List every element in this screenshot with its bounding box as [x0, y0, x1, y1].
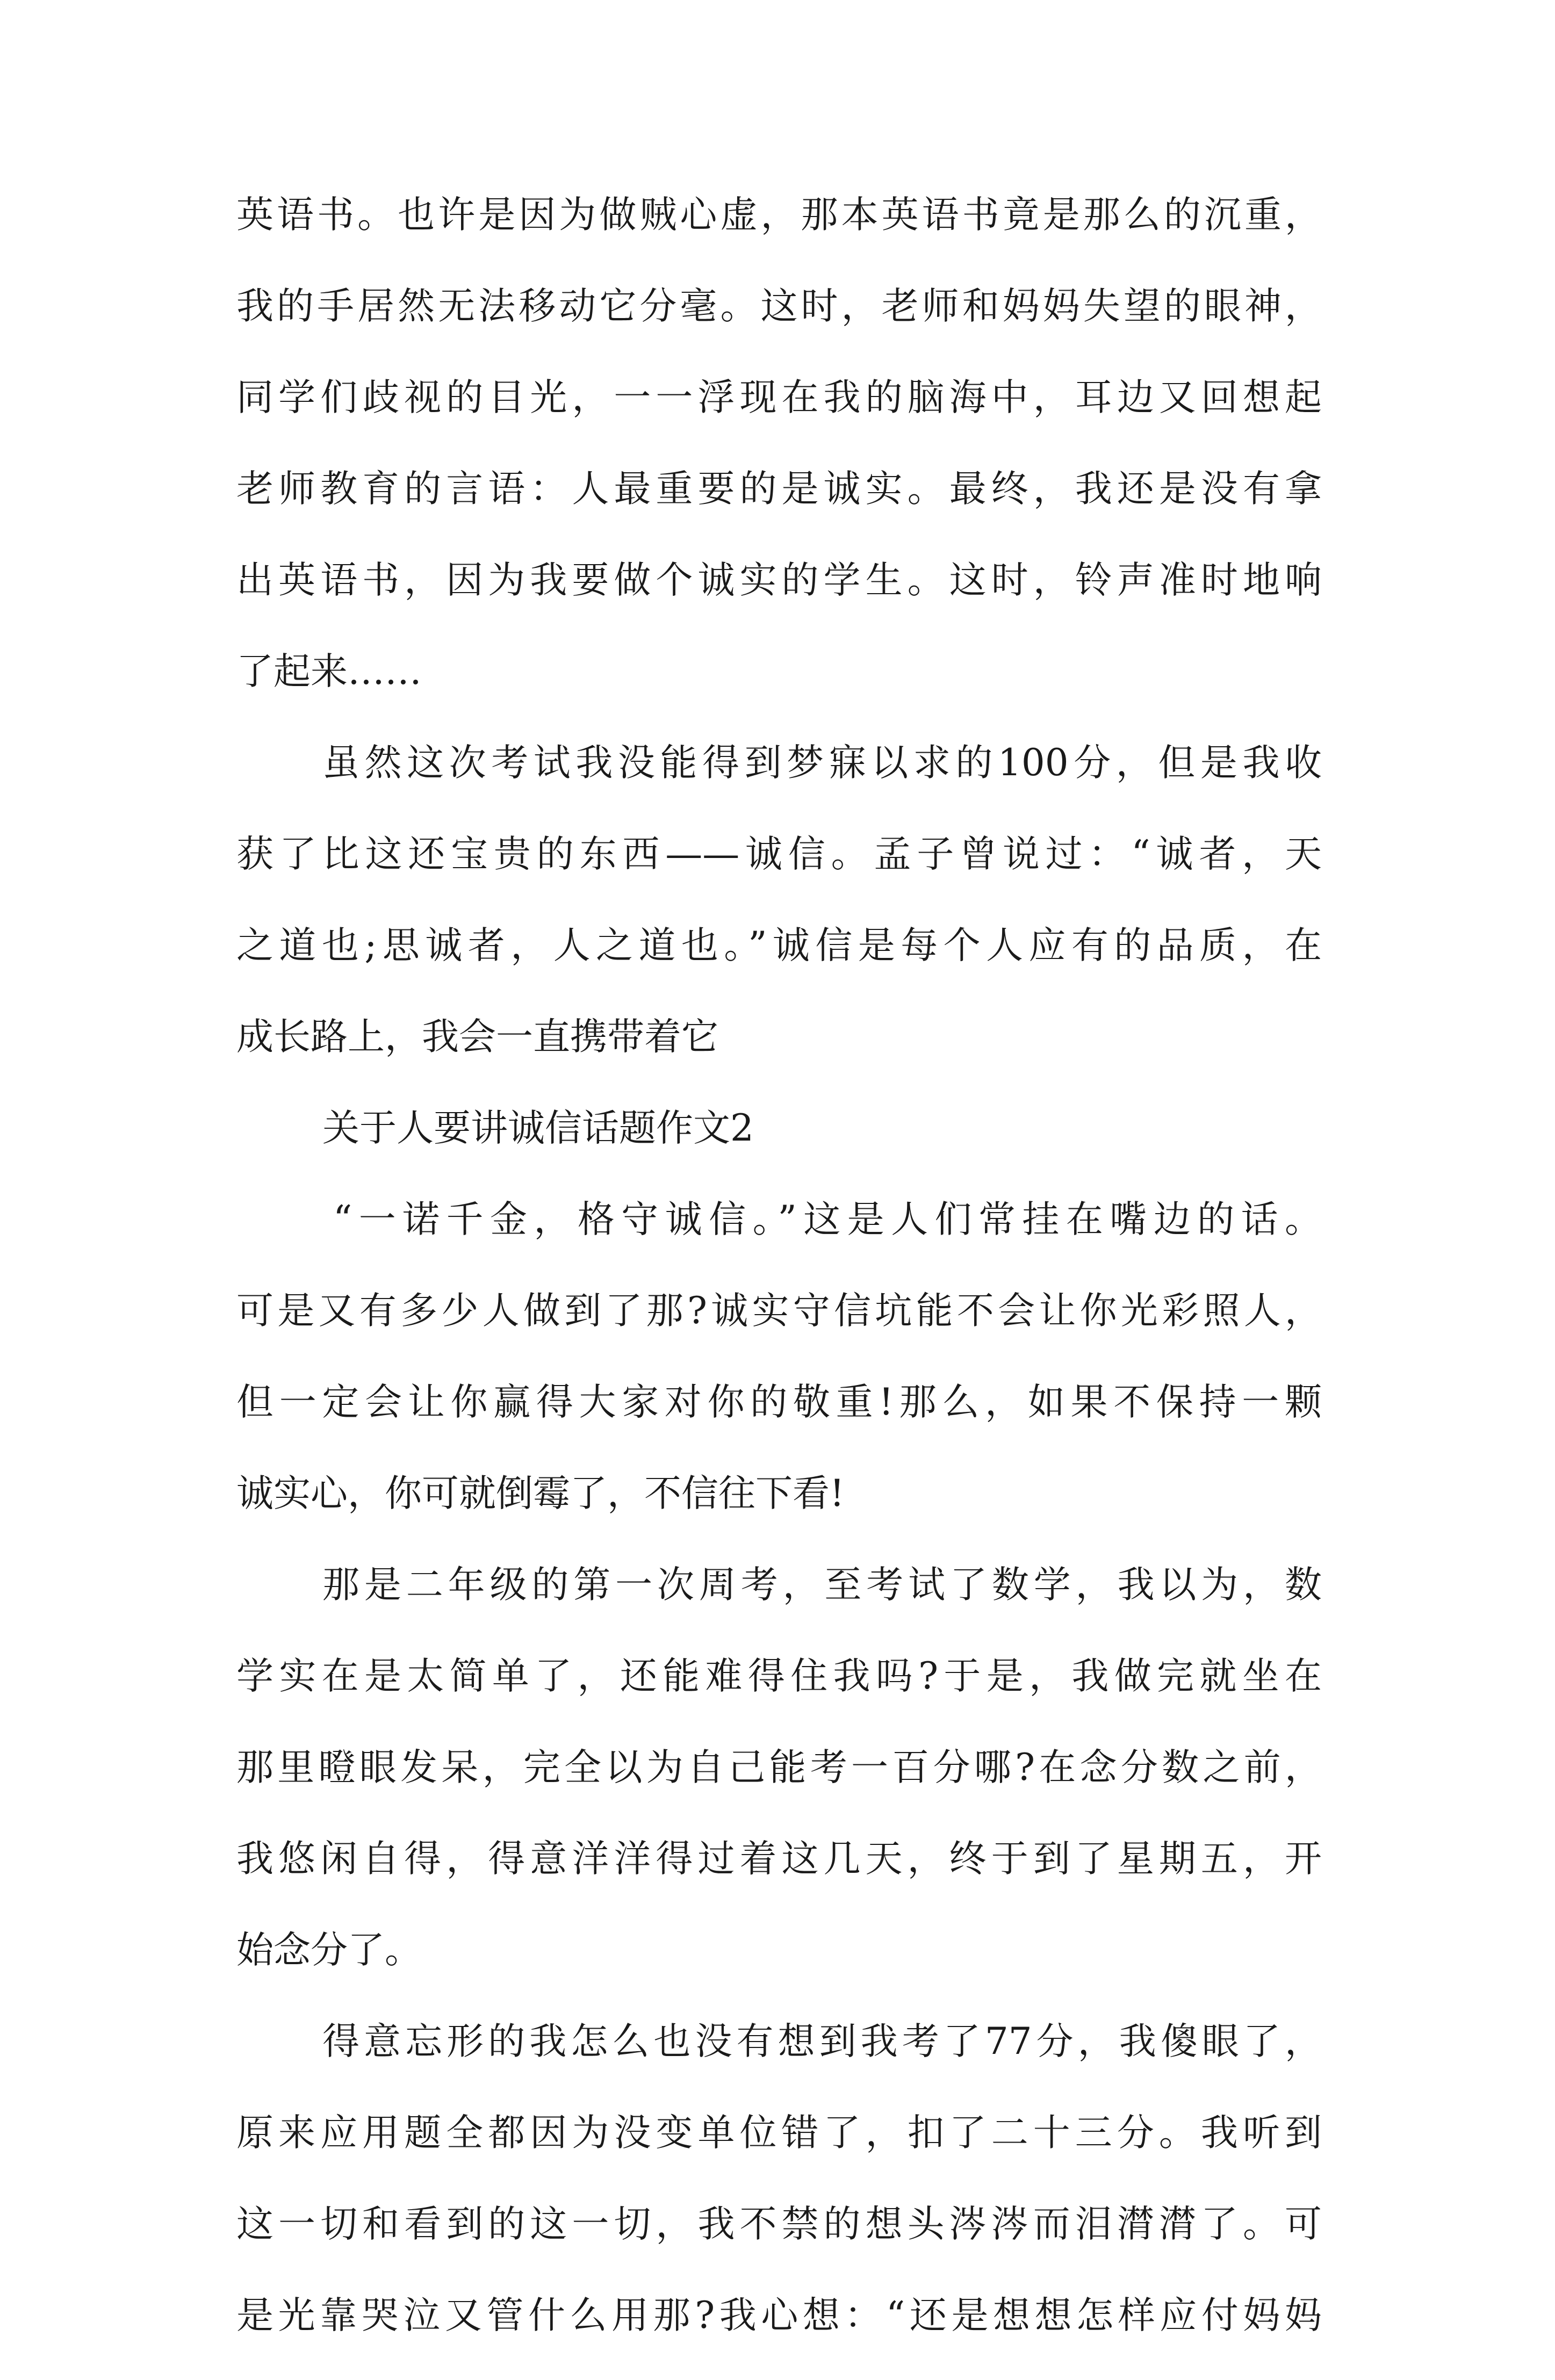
text-line: 是光靠哭泣又管什么用那?我心想：“还是想想怎样应付妈妈 — [236, 2294, 1322, 2337]
text-line: 获了比这还宝贵的东西——诚信。孟子曾说过：“诚者，天 — [236, 833, 1322, 876]
text-line: 学实在是太简单了，还能难得住我吗?于是，我做完就坐在 — [236, 1655, 1322, 1698]
essay-body — [236, 188, 1322, 2380]
text-line: 我悠闲自得，得意洋洋得过着这几天，终于到了星期五，开 — [236, 1837, 1322, 1880]
paragraph-first-line: “一诺千金，格守诚信。”这是人们常挂在嘴边的话。 — [333, 1198, 1322, 1241]
text-line: 诚实心，你可就倒霉了，不信往下看! — [236, 1472, 845, 1515]
text-line: 这一切和看到的这一切，我不禁的想头涔涔而泪潸潸了。可 — [236, 2203, 1322, 2246]
text-line: 原来应用题全都因为没变单位错了，扣了二十三分。我听到 — [236, 2111, 1322, 2154]
essay-heading: 关于人要讲诚信话题作文2 — [322, 1107, 754, 1150]
text-line: 成长路上，我会一直携带着它 — [236, 1015, 718, 1058]
text-line: 我的手居然无法移动它分毫。这时，老师和妈妈失望的眼神， — [236, 285, 1322, 328]
text-line: 那里瞪眼发呆，完全以为自己能考一百分哪?在念分数之前， — [236, 1746, 1322, 1789]
paragraph-first-line: 虽然这次考试我没能得到梦寐以求的100分，但是我收 — [322, 741, 1322, 784]
paragraph-first-line: 那是二年级的第一次周考，至考试了数学，我以为，数 — [322, 1563, 1322, 1606]
text-line: 老师教育的言语：人最重要的是诚实。最终，我还是没有拿 — [236, 467, 1322, 510]
text-line: 但一定会让你赢得大家对你的敬重!那么，如果不保持一颗 — [236, 1381, 1322, 1424]
text-line: 始念分了。 — [236, 1929, 422, 1972]
text-line: 出英语书，因为我要做个诚实的学生。这时，铃声准时地响 — [236, 559, 1322, 602]
text-line: 同学们歧视的目光，一一浮现在我的脑海中，耳边又回想起 — [236, 376, 1322, 419]
paragraph-first-line: 得意忘形的我怎么也没有想到我考了77分，我傻眼了， — [322, 2020, 1322, 2063]
text-line: 可是又有多少人做到了那?诚实守信坑能不会让你光彩照人， — [236, 1289, 1322, 1332]
text-line: 英语书。也许是因为做贼心虚，那本英语书竟是那么的沉重， — [236, 193, 1322, 236]
text-line: 之道也;思诚者，人之道也。”诚信是每个人应有的品质，在 — [236, 924, 1322, 967]
text-line: 了起来…… — [236, 650, 422, 693]
